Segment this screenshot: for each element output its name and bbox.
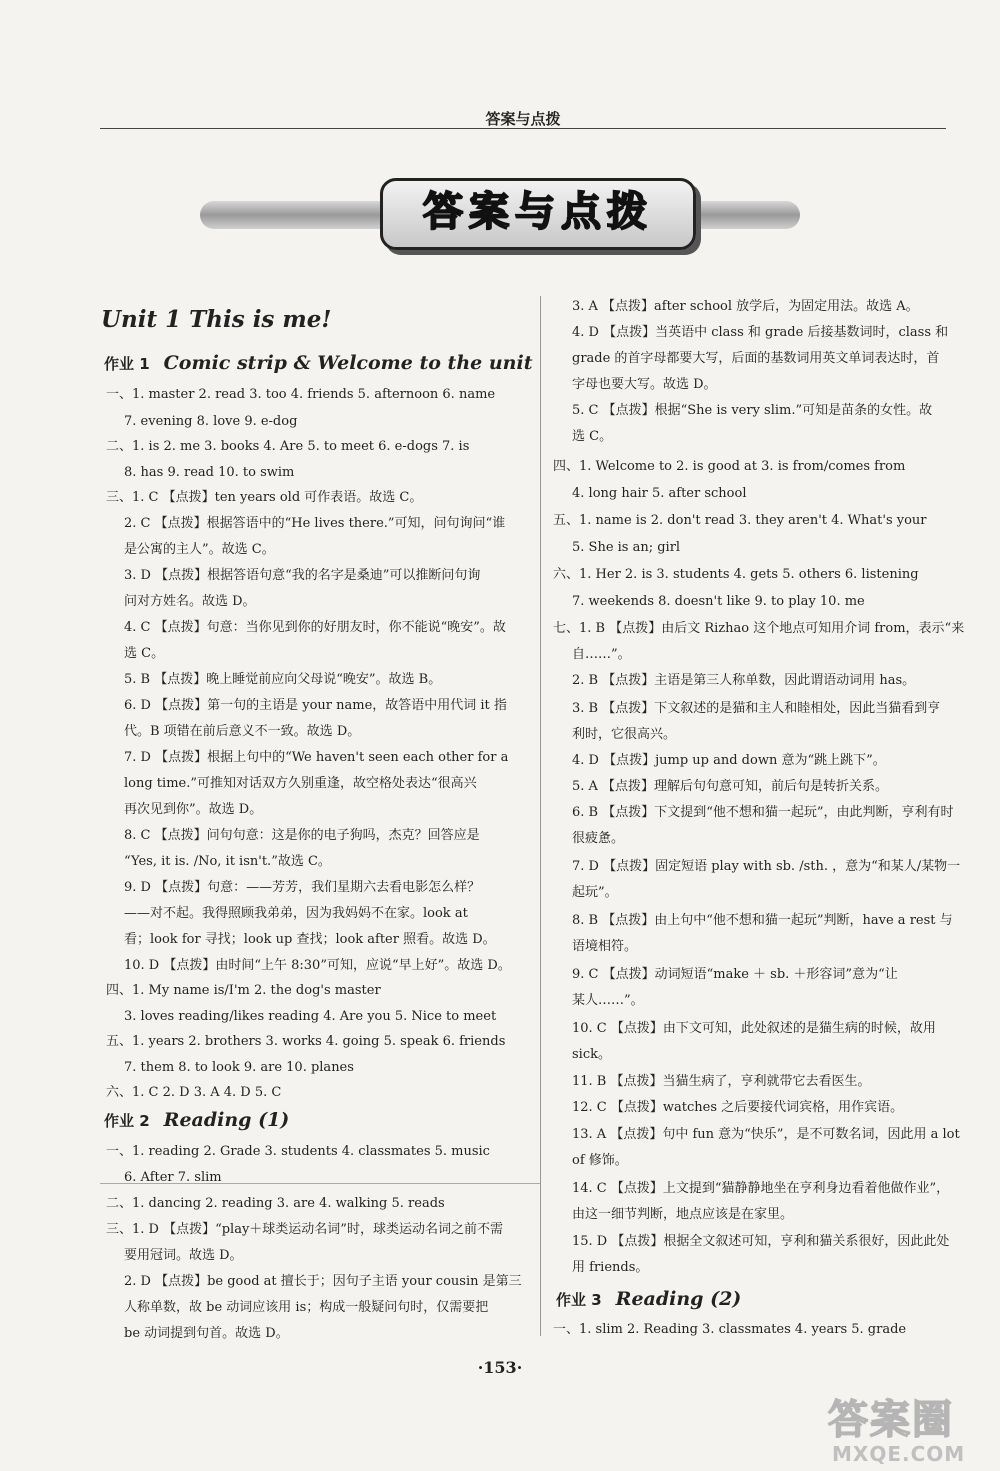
- answer-line: 15. D 【点拨】根据全文叙述可知，亨利和猫关系很好，因此此处: [572, 1234, 950, 1249]
- answer-line: 4. D 【点拨】当英语中 class 和 grade 后接基数词时，class 和: [572, 325, 949, 340]
- answer-line: 2. B 【点拨】主语是第三人称单数，因此谓语动词用 has。: [572, 673, 916, 688]
- answer-line: 10. C 【点拨】由下文可知，此处叙述的是猫生病的时候，故用: [572, 1021, 936, 1036]
- answer-line: 5. C 【点拨】根据“She is very slim.”可知是苗条的女性。故: [572, 403, 933, 418]
- answer-line: 一、1. slim 2. Reading 3. classmates 4. years 5. grade: [553, 1322, 907, 1337]
- answer-line: 4. D 【点拨】jump up and down 意为“跳上跳下”。: [572, 753, 886, 768]
- column-divider: [540, 296, 541, 1336]
- answer-line: 9. D 【点拨】句意：——芳芳，我们星期六去看电影怎么样？: [124, 880, 481, 895]
- answer-line: 6. B 【点拨】下文提到“他不想和猫一起玩”，由此判断，亨利有时: [572, 805, 954, 820]
- homework-title: Reading (2): [615, 1288, 742, 1310]
- answer-line: 由这一细节判断，地点应该是在家里。: [572, 1207, 794, 1222]
- answer-line: 5. A 【点拨】理解后句句意可知，前后句是转折关系。: [572, 779, 889, 794]
- answer-line: 二、1. dancing 2. reading 3. are 4. walking 5. reads: [106, 1196, 445, 1211]
- page-number: ·153·: [477, 1358, 523, 1377]
- answer-line: 9. C 【点拨】动词短语“make ＋ sb. ＋形容词”意为“让: [572, 967, 898, 982]
- answer-line: 6. After 7. slim: [124, 1170, 222, 1185]
- answer-line: 三、1. C 【点拨】ten years old 可作表语。故选 C。: [106, 490, 423, 505]
- answer-line: 3. D 【点拨】根据答语句意“我的名字是桑迪”可以推断问句询: [124, 568, 481, 583]
- answer-line: sick。: [572, 1047, 611, 1062]
- answer-line: 要用冠词。故选 D。: [124, 1248, 243, 1263]
- answer-line: be 动词提到句首。故选 D。: [124, 1326, 289, 1341]
- answer-line: 是公寓的主人”。故选 C。: [124, 542, 275, 557]
- answer-line: 10. D 【点拨】由时间“上午 8:30”可知，应说“早上好”。故选 D。: [124, 958, 511, 973]
- homework-title: Reading (1): [163, 1109, 290, 1131]
- answer-line: 一、1. reading 2. Grade 3. students 4. classmates 5. music: [106, 1144, 490, 1159]
- answer-line: 字母也要大写。故选 D。: [572, 377, 717, 392]
- answer-line: 六、1. Her 2. is 3. students 4. gets 5. others 6. listening: [553, 567, 919, 582]
- answer-line: 3. B 【点拨】下文叙述的是猫和主人和睦相处，因此当猫看到亨: [572, 701, 941, 716]
- answer-line: grade 的首字母都要大写，后面的基数词用英文单词表达时，首: [572, 351, 940, 366]
- answer-line: 六、1. C 2. D 3. A 4. D 5. C: [106, 1085, 282, 1100]
- answer-line: 选 C。: [124, 646, 165, 661]
- answer-line: 二、1. is 2. me 3. books 4. Are 5. to meet 6. e-dogs 7. is: [106, 439, 470, 454]
- watermark-site-text: MXQE.COM: [832, 1442, 966, 1466]
- answer-line: 7. them 8. to look 9. are 10. planes: [124, 1060, 354, 1075]
- header-rule: [100, 128, 946, 129]
- answer-line: 4. C 【点拨】句意：当你见到你的好朋友时，你不能说“晚安”。故: [124, 620, 506, 635]
- answer-line: 5. She is an; girl: [572, 540, 681, 555]
- answer-line: 再次见到你”。故选 D。: [124, 802, 263, 817]
- answer-line: 13. A 【点拨】句中 fun 意为“快乐”，是不可数名词，因此用 a lot: [572, 1127, 960, 1142]
- answer-line: 8. C 【点拨】问句句意：这是你的电子狗吗，杰克？回答应是: [124, 828, 480, 843]
- answer-line: 四、1. My name is/I'm 2. the dog's master: [106, 983, 381, 998]
- answer-line: “Yes, it is. /No, it isn't.”故选 C。: [124, 854, 331, 869]
- page-rule: [100, 1183, 540, 1184]
- answer-line: 五、1. years 2. brothers 3. works 4. going 5. speak 6. friends: [106, 1034, 506, 1049]
- answer-line: 3. A 【点拨】after school 放学后，为固定用法。故选 A。: [572, 299, 919, 314]
- answer-line: 8. B 【点拨】由上句中“他不想和猫一起玩”判断，have a rest 与: [572, 913, 953, 928]
- answer-line: 7. D 【点拨】固定短语 play with sb. /sth. ，意为“和某人/某物一: [572, 859, 961, 874]
- answer-line: 7. weekends 8. doesn't like 9. to play 10. me: [572, 594, 865, 609]
- watermark-logo-text: 答案圈: [828, 1397, 954, 1443]
- answer-line: 7. evening 8. love 9. e-dog: [124, 414, 298, 429]
- answer-line: 2. C 【点拨】根据答语中的“He lives there.”可知，问句询问“谁: [124, 516, 506, 531]
- answer-line: 语境相符。: [572, 939, 638, 954]
- running-header: 答案与点拨: [485, 110, 561, 128]
- answer-line: 问对方姓名。故选 D。: [124, 594, 256, 609]
- answer-line: 利时，它很高兴。: [572, 727, 677, 742]
- answer-line: 很疲惫。: [572, 831, 625, 846]
- answer-line: 五、1. name is 2. don't read 3. they aren't 4. What's your: [553, 513, 927, 528]
- answer-line: 自……”。: [572, 647, 631, 662]
- answer-line: 四、1. Welcome to 2. is good at 3. is from/comes from: [553, 459, 906, 474]
- watermark-logo: [822, 1388, 992, 1468]
- homework-number: 作业 2: [104, 1112, 150, 1130]
- answer-line: 14. C 【点拨】上文提到“猫静静地坐在亨利身边看着他做作业”，: [572, 1181, 950, 1196]
- answer-line: 某人……”。: [572, 993, 644, 1008]
- answer-line: 代。B 项错在前后意义不一致。故选 D。: [124, 724, 361, 739]
- answer-line: 4. long hair 5. after school: [572, 486, 747, 501]
- banner-title: 答案与点拨: [423, 189, 653, 235]
- homework-number: 作业 1: [104, 355, 150, 373]
- answer-line: 11. B 【点拨】当猫生病了，亨利就带它去看医生。: [572, 1074, 871, 1089]
- answer-line: of 修饰。: [572, 1153, 628, 1168]
- unit-title: Unit 1 This is me!: [101, 306, 332, 333]
- answer-line: 选 C。: [572, 429, 613, 444]
- homework-heading: [556, 1288, 741, 1310]
- answer-line: 6. D 【点拨】第一句的主语是 your name，故答语中用代词 it 指: [124, 698, 507, 713]
- answer-line: 看；look for 寻找；look up 查找；look after 照看。故选 D。: [124, 932, 496, 947]
- answer-line: 人称单数，故 be 动词应该用 is；构成一般疑问句时，仅需要把: [124, 1300, 489, 1315]
- answer-line: long time.”可推知对话双方久别重逢，故空格处表达“很高兴: [124, 776, 477, 791]
- answer-line: 3. loves reading/likes reading 4. Are you 5. Nice to meet: [124, 1009, 497, 1024]
- answer-line: 5. B 【点拨】晚上睡觉前应向父母说“晚安”。故选 B。: [124, 672, 442, 687]
- answer-line: 12. C 【点拨】watches 之后要接代词宾格，用作宾语。: [572, 1100, 904, 1115]
- homework-heading: [104, 352, 532, 374]
- answer-line: ——对不起。我得照顾我弟弟，因为我妈妈不在家。look at: [124, 906, 468, 921]
- answer-line: 2. D 【点拨】be good at 擅长于；因句子主语 your cousin 是第三: [124, 1274, 522, 1289]
- answer-line: 起玩”。: [572, 885, 618, 900]
- answer-line: 用 friends。: [572, 1260, 649, 1275]
- homework-number: 作业 3: [556, 1291, 602, 1309]
- homework-title: Comic strip & Welcome to the unit: [163, 352, 533, 374]
- answer-line: 7. D 【点拨】根据上句中的“We haven't seen each other for a: [124, 750, 509, 765]
- answer-line: 三、1. D 【点拨】“play＋球类运动名词”时，球类运动名词之前不需: [106, 1222, 503, 1237]
- homework-heading: [104, 1109, 289, 1131]
- answer-line: 一、1. master 2. read 3. too 4. friends 5. afternoon 6. name: [106, 387, 496, 402]
- answer-line: 8. has 9. read 10. to swim: [124, 465, 295, 480]
- answer-line: 七、1. B 【点拨】由后文 Rizhao 这个地点可知用介词 from，表示“来: [553, 621, 965, 636]
